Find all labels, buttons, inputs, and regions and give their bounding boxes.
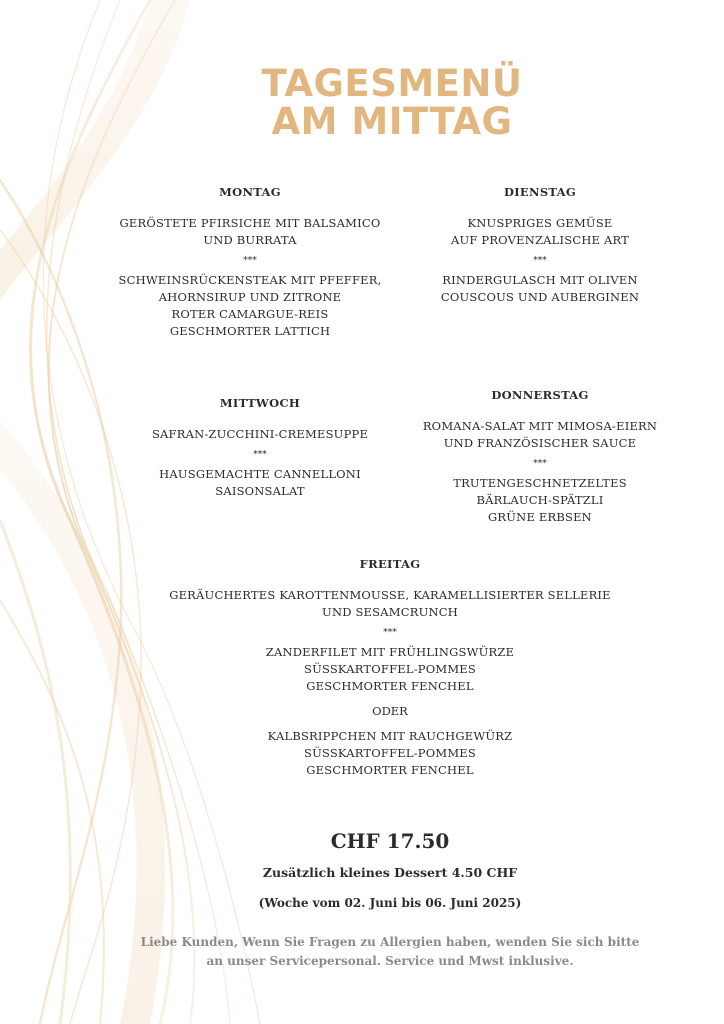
dish-line: COUSCOUS UND AUBERGINEN: [440, 290, 640, 304]
dish-line: GERÖSTETE PFIRSICHE MIT BALSAMICO: [119, 216, 381, 230]
dish-line: TRUTENGESCHNETZELTES: [453, 476, 627, 490]
dish-line: SÜSSKARTOFFEL-POMMES: [304, 746, 476, 760]
separator: ***: [533, 459, 547, 469]
week-range: (Woche vom 02. Juni bis 06. Juni 2025): [258, 896, 522, 910]
separator: ***: [383, 628, 397, 638]
menu-title-line2: AM MITTAG: [271, 100, 513, 143]
dish-line: GESCHMORTER LATTICH: [169, 324, 331, 338]
dish-line: SÜSSKARTOFFEL-POMMES: [304, 662, 476, 676]
day-montag: [100, 185, 400, 340]
separator: ***: [243, 256, 257, 266]
dish-line: KALBSRIPPCHEN MIT RAUCHGEWÜRZ: [267, 729, 513, 743]
or-label: ODER: [372, 704, 408, 718]
dish-line: UND SESAMCRUNCH: [322, 605, 458, 619]
day-title: DONNERSTAG: [491, 388, 589, 402]
dish-line: AHORNSIRUP UND ZITRONE: [158, 290, 342, 304]
dish-line: AUF PROVENZALISCHE ART: [450, 233, 630, 247]
dish-line: GRÜNE ERBSEN: [488, 510, 592, 524]
dish-line: SAISONSALAT: [215, 484, 305, 498]
day-freitag: [130, 557, 650, 779]
dish-line: BÄRLAUCH-SPÄTZLI: [476, 493, 604, 507]
day-title: MONTAG: [219, 185, 281, 199]
dish-line: GESCHMORTER FENCHEL: [306, 763, 474, 777]
day-title: MITTWOCH: [219, 396, 301, 410]
dish-line: SCHWEINSRÜCKENSTEAK MIT PFEFFER,: [118, 273, 382, 287]
day-mittwoch: [110, 396, 410, 500]
day-donnerstag: [400, 388, 680, 526]
day-dienstag: [400, 185, 680, 306]
day-title: FREITAG: [359, 557, 421, 571]
dish-line: ROTER CAMARGUE-REIS: [171, 307, 329, 321]
dish-line: SAFRAN-ZUCCHINI-CREMESUPPE: [151, 427, 369, 441]
dish-line: GESCHMORTER FENCHEL: [306, 679, 474, 693]
dessert-price: Zusätzlich kleines Dessert 4.50 CHF: [262, 865, 518, 880]
separator: ***: [533, 256, 547, 266]
day-title: DIENSTAG: [503, 185, 576, 199]
menu-price: CHF 17.50: [330, 829, 450, 853]
dish-line: UND FRANZÖSISCHER SAUCE: [443, 436, 637, 450]
dish-line: ROMANA-SALAT MIT MIMOSA-EIERN: [422, 419, 658, 433]
dish-line: KNUSPRIGES GEMÜSE: [467, 216, 613, 230]
dish-line: GERÄUCHERTES KAROTTENMOUSSE, KARAMELLISIERTER SELLERIE: [169, 588, 611, 602]
dish-line: RINDERGULASCH MIT OLIVEN: [442, 273, 638, 287]
allergy-note: Liebe Kunden, Wenn Sie Fragen zu Allergien haben, wenden Sie sich bitte an unser Servicepersonal. Service und Mwst inklusive.: [140, 935, 640, 968]
dish-line: ZANDERFILET MIT FRÜHLINGSWÜRZE: [265, 645, 515, 659]
dish-line: HAUSGEMACHTE CANNELLONI: [159, 467, 361, 481]
dish-line: UND BURRATA: [203, 233, 297, 247]
separator: ***: [253, 450, 267, 460]
menu-title-line1: TAGESMENÜ: [261, 62, 523, 105]
